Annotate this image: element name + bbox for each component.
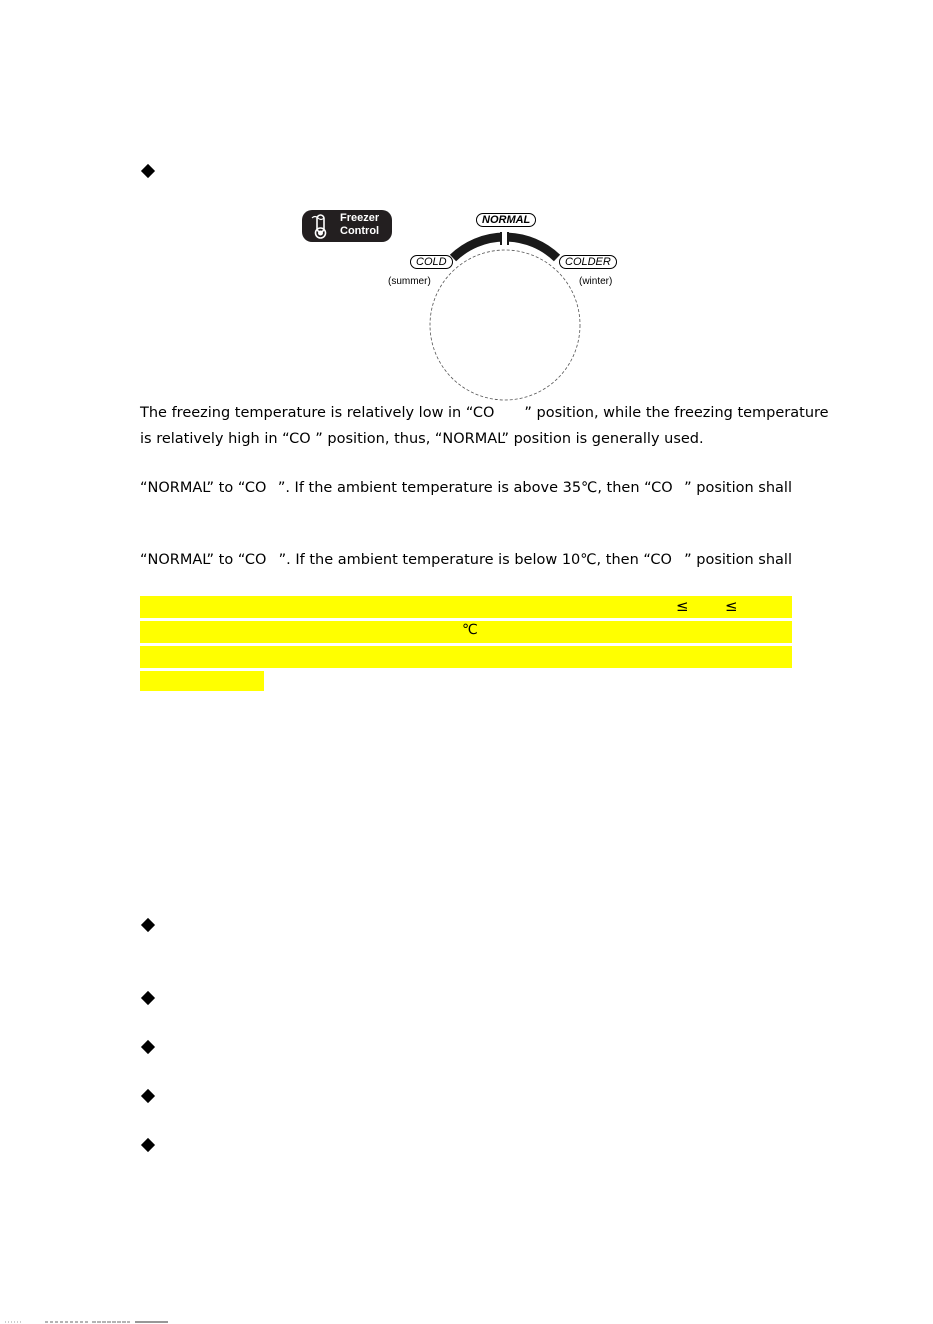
- cold-label: COLD: [410, 255, 453, 269]
- bullet-marker: [141, 164, 155, 178]
- p2-part-a: “NORMAL” to “CO: [140, 480, 267, 496]
- leq-symbol-2: ≤: [725, 597, 738, 615]
- thermometer-icon: [308, 212, 334, 240]
- p3-part-a: “NORMAL” to “CO: [140, 552, 267, 568]
- highlight-line-3: [140, 646, 792, 668]
- p3-part-c: ” position shall: [684, 552, 792, 568]
- badge-line-1: Freezer: [340, 212, 380, 224]
- highlight-line-2: [140, 621, 792, 643]
- scan-artifact-marks: [0, 1318, 170, 1324]
- normal-label: NORMAL: [476, 213, 536, 227]
- dial-outline: [430, 250, 580, 400]
- paragraph-1: [140, 400, 829, 452]
- badge-line-2: Control: [340, 225, 380, 237]
- bullet-marker: [141, 991, 155, 1005]
- highlight-line-1: [140, 596, 792, 618]
- highlight-line-4: [140, 671, 264, 691]
- bullet-marker: [141, 1138, 155, 1152]
- paragraph-1-line-2: is relatively high in “CO ” position, thus, “NORMAL” position is generally used.: [140, 431, 704, 447]
- celsius-symbol: ℃: [462, 622, 478, 638]
- cold-sublabel: (summer): [388, 276, 431, 287]
- p1-line1-part-a: The freezing temperature is relatively low in “CO: [140, 405, 495, 421]
- p1-line1-part-b: ” position, while the freezing temperature: [524, 405, 829, 421]
- paragraph-3-line: [140, 547, 792, 573]
- freezer-control-badge: [302, 210, 392, 242]
- bullet-marker: [141, 1040, 155, 1054]
- bullet-marker: [141, 1089, 155, 1103]
- badge-label: [340, 212, 379, 238]
- paragraph-1-line-1: [140, 400, 829, 426]
- paragraph-2-line: [140, 475, 792, 501]
- temperature-dial: [420, 225, 595, 415]
- bullet-marker: [141, 918, 155, 932]
- p2-part-c: ” position shall: [684, 480, 792, 496]
- p3-part-b: ”. If the ambient temperature is below 10℃, then “CO: [278, 552, 672, 568]
- paragraph-3: [140, 547, 792, 573]
- colder-sublabel: (winter): [579, 276, 613, 287]
- colder-label: COLDER: [559, 255, 617, 269]
- paragraph-2: [140, 475, 792, 501]
- p2-part-b: ”. If the ambient temperature is above 35℃, then “CO: [277, 480, 673, 496]
- leq-symbol-1: ≤: [676, 597, 689, 615]
- dial-notch: [501, 231, 508, 245]
